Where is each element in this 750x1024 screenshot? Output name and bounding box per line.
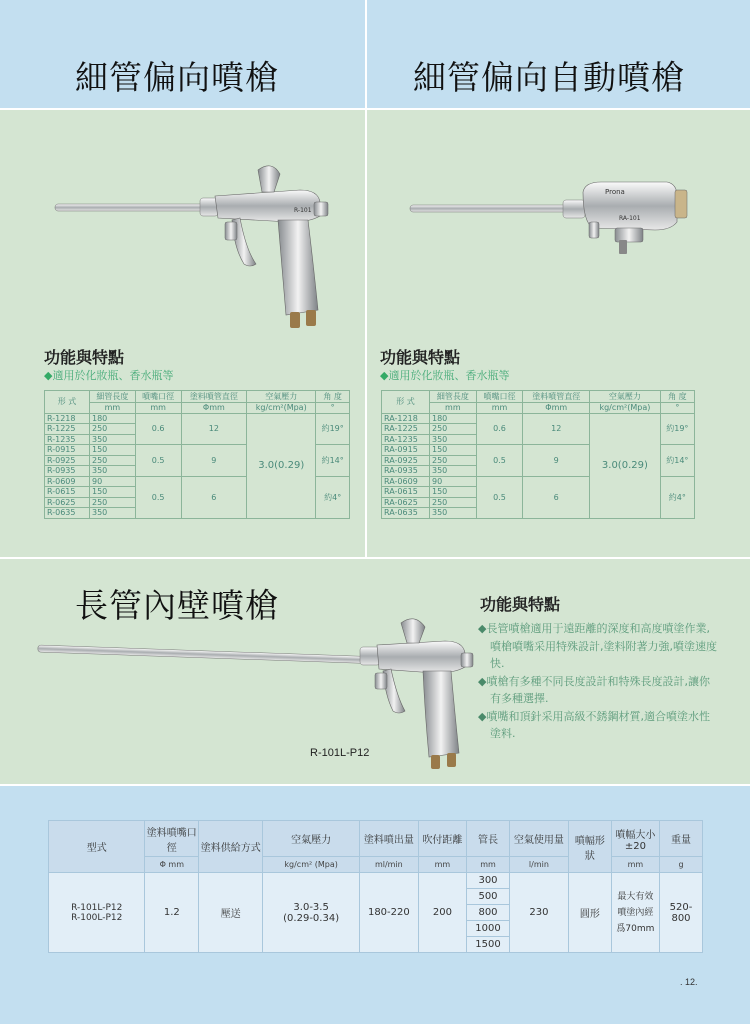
feature-item: ◆長管噴槍適用于遠距離的深度和高度噴塗作業,噴槍噴嘴采用特殊設計,塗料附著力強,噴塗速度快.: [478, 622, 717, 670]
model: RA-1225: [382, 424, 430, 435]
model: R-0925: [45, 455, 90, 466]
model: R-0625: [45, 497, 90, 508]
length: 350: [430, 466, 477, 477]
length: 250: [90, 455, 136, 466]
angle: 約19°: [660, 413, 694, 445]
unit: mm: [467, 857, 510, 873]
col-header: 塗料噴管直徑: [523, 391, 590, 403]
col-header: 空氣壓力: [263, 821, 359, 857]
length: 350: [90, 508, 136, 519]
col-header: 管長: [467, 821, 510, 857]
gun-mark-left: R-101: [294, 207, 312, 214]
length: 350: [90, 466, 136, 477]
nozzle: 0.5: [476, 476, 523, 518]
column-divider: [365, 0, 367, 558]
length: 90: [90, 476, 136, 487]
length: 180: [90, 413, 136, 424]
col-header: 噴嘴口徑: [135, 391, 181, 403]
distance: 200: [418, 873, 466, 953]
model: R-101L-P12: [71, 902, 123, 913]
unit: mm: [135, 403, 181, 414]
unit: mm: [90, 403, 136, 414]
title-left: 細管偏向噴槍: [75, 58, 279, 97]
tube: 12: [181, 413, 247, 445]
nozzle: 1.2: [145, 873, 199, 953]
col-header: 空氣壓力: [590, 391, 661, 403]
model: R-100L-P12: [71, 912, 123, 923]
spray-gun-image-right: [405, 170, 695, 270]
features-note-right: ◆適用於化妝瓶、香水瓶等: [380, 369, 510, 382]
length: 1000: [467, 921, 510, 937]
features-list: [478, 620, 718, 743]
length: 500: [467, 889, 510, 905]
col-header: 吹付距離: [418, 821, 466, 857]
model: RA-0635: [382, 508, 430, 519]
tube: 12: [523, 413, 590, 445]
unit: mm: [430, 403, 477, 414]
nozzle: 0.6: [476, 413, 523, 445]
col-header: 角 度: [660, 391, 694, 403]
col-header: 噴嘴口徑: [476, 391, 523, 403]
angle: 約4°: [660, 476, 694, 518]
pressure-cell: [263, 873, 359, 953]
unit: ml/min: [359, 857, 418, 873]
output: 180-220: [359, 873, 418, 953]
col-header: 塗料供給方式: [199, 821, 263, 873]
col-header: 細管長度: [430, 391, 477, 403]
col-header: 噴幅大小±20: [611, 821, 659, 857]
model: R-0935: [45, 466, 90, 477]
length: 150: [430, 445, 477, 456]
title-right: 細管偏向自動噴槍: [413, 58, 685, 97]
nozzle: 0.5: [135, 476, 181, 518]
unit: mm: [418, 857, 466, 873]
spec-table-right: [381, 390, 695, 519]
feature-text: 長管噴槍適用于遠距離的深度和高度噴塗作業,噴槍噴嘴采用特殊設計,塗料附著力強,噴塗速度快.: [486, 622, 717, 670]
model-cell: [49, 873, 145, 953]
model: RA-0625: [382, 497, 430, 508]
tube: 6: [181, 476, 247, 518]
unit: mm: [476, 403, 523, 414]
title-bottom: 長管內壁噴槍: [75, 586, 279, 625]
features-note-left: ◆適用於化妝瓶、香水瓶等: [44, 369, 174, 382]
length: 180: [430, 413, 477, 424]
length: 90: [430, 476, 477, 487]
model: RA-0615: [382, 487, 430, 498]
weight: 520-800: [660, 873, 703, 953]
nozzle: 0.5: [135, 445, 181, 477]
model: RA-1218: [382, 413, 430, 424]
col-header: 角 度: [316, 391, 350, 403]
col-header: 重量: [660, 821, 703, 857]
length: 150: [90, 445, 136, 456]
gun-mark-right: RA-101: [619, 215, 641, 222]
angle: 約14°: [660, 445, 694, 477]
model-label: R-101L-P12: [310, 747, 370, 759]
features-heading-left: 功能與特點: [44, 348, 125, 367]
unit: °: [316, 403, 350, 414]
spec-table-left: [44, 390, 350, 519]
length: 150: [430, 487, 477, 498]
col-header: 塗料噴管直徑: [181, 391, 247, 403]
model: R-0635: [45, 508, 90, 519]
feature-item: ◆噴嘴和頂針采用高級不銹鋼材質,適合噴塗水性塗料.: [478, 709, 710, 740]
length: 350: [90, 434, 136, 445]
length: 150: [90, 487, 136, 498]
unit: kg/cm²(Mpa): [590, 403, 661, 414]
angle: 約19°: [316, 413, 350, 445]
model: RA-0935: [382, 466, 430, 477]
length: 350: [430, 508, 477, 519]
page-number: . 12.: [680, 977, 698, 987]
model: RA-0915: [382, 445, 430, 456]
unit: l/min: [509, 857, 568, 873]
spec-table-bottom: [48, 820, 703, 953]
feature-text: 噴嘴和頂針采用高級不銹鋼材質,適合噴塗水性塗料.: [486, 709, 710, 740]
length: 250: [430, 497, 477, 508]
unit: °: [660, 403, 694, 414]
air: 230: [509, 873, 568, 953]
tube: 9: [181, 445, 247, 477]
features-heading-bottom: 功能與特點: [480, 595, 561, 614]
note-text: 適用於化妝瓶、香水瓶等: [52, 369, 174, 382]
col-header: 噴幅形狀: [568, 821, 611, 873]
col-header: 塗料噴出量: [359, 821, 418, 857]
model: R-1235: [45, 434, 90, 445]
angle: 約14°: [316, 445, 350, 477]
model: R-1225: [45, 424, 90, 435]
feature-item: ◆噴槍有多種不同長度設計和特殊長度設計,讓你有多種選擇.: [478, 674, 710, 705]
pressure: 3.0(0.29): [247, 413, 316, 518]
tube: 6: [523, 476, 590, 518]
col-header: 型式: [49, 821, 145, 873]
unit: Φ mm: [145, 857, 199, 873]
pressure: (0.29-0.34): [283, 912, 340, 924]
width: 最大有效噴塗內經爲70mm: [611, 873, 659, 953]
nozzle: 0.5: [476, 445, 523, 477]
supply: 壓送: [199, 873, 263, 953]
pressure: 3.0(0.29): [590, 413, 661, 518]
features-heading-right: 功能與特點: [380, 348, 461, 367]
length: 800: [467, 905, 510, 921]
note-text: 適用於化妝瓶、香水瓶等: [388, 369, 510, 382]
pressure: 3.0-3.5: [293, 901, 329, 913]
length: 250: [90, 497, 136, 508]
model: R-0609: [45, 476, 90, 487]
length: 350: [430, 434, 477, 445]
model: R-0615: [45, 487, 90, 498]
unit: g: [660, 857, 703, 873]
shape: 圓形: [568, 873, 611, 953]
unit: kg/cm²(Mpa): [247, 403, 316, 414]
spray-gun-image-left: [50, 160, 340, 340]
unit: Φmm: [523, 403, 590, 414]
angle: 約4°: [316, 476, 350, 518]
model: RA-0925: [382, 455, 430, 466]
spray-gun-image-long: [35, 615, 475, 775]
model: RA-0609: [382, 476, 430, 487]
unit: Φmm: [181, 403, 247, 414]
model: RA-1235: [382, 434, 430, 445]
col-header: 空氣壓力: [247, 391, 316, 403]
nozzle: 0.6: [135, 413, 181, 445]
divider: [0, 108, 750, 110]
gun-brand-right: Prona: [605, 188, 625, 196]
unit: mm: [611, 857, 659, 873]
length: 300: [467, 873, 510, 889]
feature-text: 噴槍有多種不同長度設計和特殊長度設計,讓你有多種選擇.: [486, 674, 710, 705]
col-header: 形 式: [382, 391, 430, 414]
col-header: 空氣使用量: [509, 821, 568, 857]
col-header: 細管長度: [90, 391, 136, 403]
length: 1500: [467, 937, 510, 953]
length: 250: [90, 424, 136, 435]
length: 250: [430, 424, 477, 435]
tube: 9: [523, 445, 590, 477]
length: 250: [430, 455, 477, 466]
col-header: 形 式: [45, 391, 90, 414]
col-header: 塗料噴嘴口徑: [145, 821, 199, 857]
model: R-0915: [45, 445, 90, 456]
unit: kg/cm² (Mpa): [263, 857, 359, 873]
model: R-1218: [45, 413, 90, 424]
